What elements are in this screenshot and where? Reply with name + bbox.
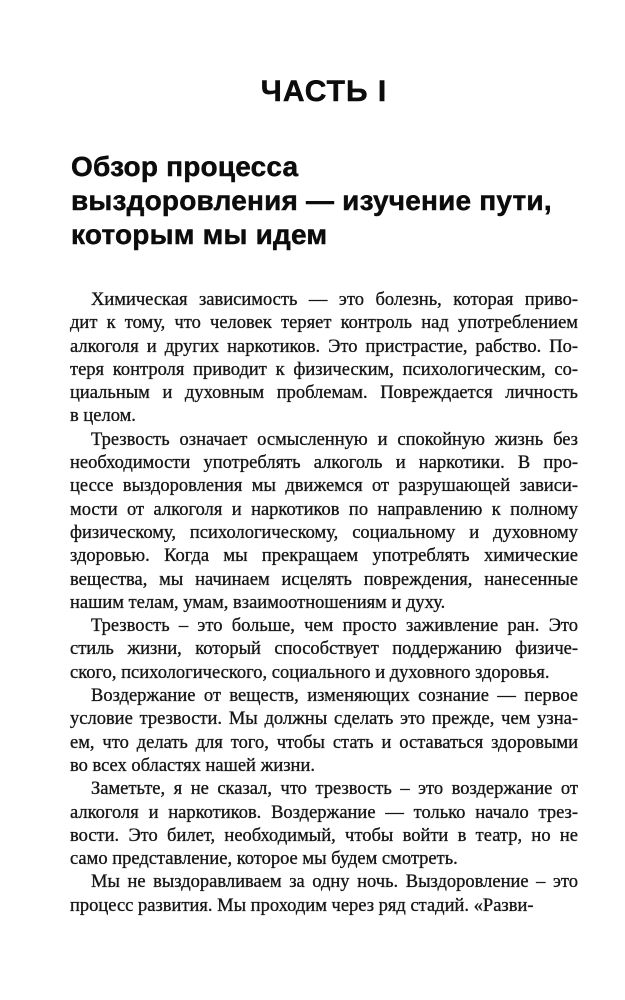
chapter-title [71, 150, 619, 252]
text-line: дит к тому, что человек теряет контроль над употреблением [70, 313, 578, 334]
text-line: процесс развития. Мы проходим через ряд стадий. «Разви- [70, 895, 534, 916]
text-line: условие трезвости. Мы должны сделать это прежде, чем узна- [70, 709, 578, 730]
paragraph [70, 615, 578, 685]
text-line: Трезвость означает осмысленную и спокойную жизнь без [91, 429, 578, 450]
text-line: ского, психологического, социального и духовного здоровья. [70, 662, 550, 683]
text-line: в целом. [70, 406, 136, 427]
text-line: цессе выздоровления мы движемся от разрушающей зависи- [70, 476, 578, 497]
text-line: ем, что делать для того, чтобы стать и оставаться здоровыми [70, 732, 578, 753]
text-line: Мы не выздоравливаем за одну ночь. Выздоровление – это [91, 872, 578, 893]
text-line: необходимости употреблять алкоголь и наркотики. В про- [70, 453, 578, 474]
text-line: алкоголя и наркотиков. Воздержание — только начало трез- [70, 802, 578, 823]
text-line: вости. Это билет, необходимый, чтобы войти в театр, но не [70, 825, 578, 846]
text-line: само представление, которое мы будем смотреть. [70, 849, 458, 870]
text-line: физическому, психологическому, социальному и духовному [70, 522, 578, 543]
text-line: алкоголя и других наркотиков. Это пристрастие, рабство. По- [70, 336, 578, 357]
text-line: циальным и духовным проблемам. Повреждается личность [70, 383, 578, 404]
text-line: вещества, мы начинаем исцелять повреждения, нанесенные [70, 569, 578, 590]
body-text [70, 289, 578, 918]
text-line: здоровью. Когда мы прекращаем употреблять химические [70, 546, 578, 567]
text-line: теря контроля приводит к физическим, психологическим, со- [70, 359, 578, 380]
text-line: стиль жизни, который способствует поддержанию физиче- [70, 639, 578, 660]
chapter-title-line: выздоровления — изучение пути, [71, 185, 552, 216]
paragraph [70, 289, 578, 429]
paragraph [70, 429, 578, 615]
text-line: Трезвость – это больше, чем просто заживление ран. Это [91, 616, 578, 637]
text-line: Воздержание от веществ, изменяющих сознание — первое [91, 686, 578, 707]
text-line: Заметьте, я не сказал, что трезвость – это воздержание от [91, 779, 578, 800]
text-line: нашим телам, умам, взаимоотношениям и духу. [70, 592, 446, 613]
paragraph [70, 685, 578, 778]
text-line: мости от алкоголя и наркотиков по направлению к полному [70, 499, 578, 520]
chapter-title-line: которым мы идем [71, 219, 328, 250]
text-line: Химическая зависимость — это болезнь, которая приво- [91, 290, 578, 310]
paragraph [70, 778, 578, 871]
text-line: во всех областях нашей жизни. [70, 755, 315, 776]
chapter-title-line: Обзор процесса [71, 151, 299, 182]
paragraph [70, 871, 578, 918]
part-heading: ЧАСТЬ I [260, 75, 388, 108]
